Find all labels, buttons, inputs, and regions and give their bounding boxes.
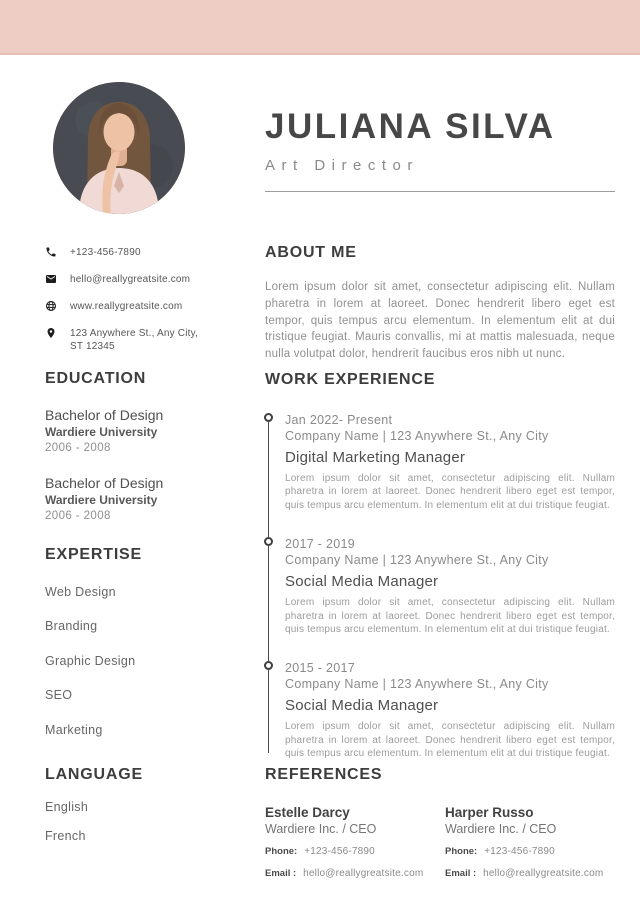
top-accent-band — [0, 0, 640, 55]
about-text: Lorem ipsum dolor sit amet, consectetur adipiscing elit. Nullam pharetra in lorem at laoreet. Donec hendrerit libero eget est tempor, quis tempus arcu elementum. In elementum elit at dui tristique feugiat. Mauris convallis, mi at mattis malesuada, neque nulla volutpat dolor, hendrerit faucibus eros nibh ut nunc. — [265, 281, 615, 361]
job-entry — [285, 660, 615, 760]
timeline-dot-icon — [264, 537, 273, 546]
person-name: JULIANA SILVA — [265, 107, 556, 146]
education-dates: 2006 - 2008 — [45, 442, 111, 454]
language-item: English — [45, 799, 89, 814]
about-heading: ABOUT ME — [265, 244, 357, 261]
location-icon — [45, 327, 57, 339]
job-company: Company Name | 123 Anywhere St., Any City — [285, 429, 549, 443]
phone-icon — [45, 246, 57, 258]
job-description: Lorem ipsum dolor sit amet, consectetur adipiscing elit. Nullam pharetra in lorem at laoreet. Donec hendrerit libero eget est tempor, quis tempus arcu elementum. In elementum elit at dui tristique feugiat. — [285, 597, 615, 636]
contact-item-address — [45, 327, 205, 353]
education-school: Wardiere University — [45, 425, 158, 439]
reference-name: Harper Russo — [445, 805, 534, 820]
education-school: Wardiere University — [45, 493, 158, 507]
education-section — [45, 370, 220, 524]
education-item — [45, 407, 220, 456]
education-degree: Bachelor of Design — [45, 407, 164, 423]
reference-role: Wardiere Inc. / CEO — [445, 822, 557, 836]
reference-email-label: Email : — [265, 868, 297, 879]
job-company: Company Name | 123 Anywhere St., Any City — [285, 553, 549, 568]
expertise-item: Marketing — [45, 722, 103, 737]
reference-phone-value: +123-456-7890 — [304, 846, 375, 857]
job-description: Lorem ipsum dolor sit amet, consectetur adipiscing elit. Nullam pharetra in lorem at laoreet. Donec hendrerit libero eget est tempor, quis tempus arcu elementum. In elementum elit at dui tristique feugiat. — [285, 473, 615, 511]
expertise-section — [45, 546, 220, 737]
education-dates: 2006 - 2008 — [45, 510, 111, 522]
header-divider — [265, 191, 615, 192]
globe-icon — [45, 300, 57, 312]
job-role: Social Media Manager — [285, 697, 439, 715]
references-row — [265, 804, 625, 882]
profile-photo-illustration — [53, 82, 185, 214]
job-dates: Jan 2022- Present — [285, 413, 393, 427]
reference-email-row — [265, 866, 445, 882]
language-item: French — [45, 829, 86, 843]
reference-email-value: hello@reallygreatsite.com — [303, 868, 424, 879]
job-role: Social Media Manager — [285, 573, 439, 591]
timeline-dot-icon — [264, 413, 273, 422]
email-icon — [45, 273, 57, 285]
reference-email-row — [445, 866, 625, 882]
contact-phone-text: +123-456-7890 — [70, 247, 141, 258]
reference-phone-value: +123-456-7890 — [484, 846, 555, 857]
contact-item-phone — [45, 246, 205, 259]
expertise-item: Branding — [45, 619, 98, 633]
references-section — [265, 766, 625, 882]
reference-email-label: Email : — [445, 868, 477, 879]
reference-email-value: hello@reallygreatsite.com — [483, 868, 604, 879]
job-entry — [285, 536, 615, 636]
reference-card — [265, 804, 445, 882]
work-experience-heading: WORK EXPERIENCE — [265, 371, 436, 388]
education-heading: EDUCATION — [45, 370, 147, 387]
reference-card — [445, 804, 625, 882]
expertise-item: Web Design — [45, 584, 116, 599]
job-entry — [285, 412, 615, 512]
reference-name: Estelle Darcy — [265, 805, 350, 820]
about-section — [265, 244, 615, 363]
contact-item-email — [45, 273, 205, 286]
reference-role: Wardiere Inc. / CEO — [265, 822, 377, 836]
person-job-title: Art Director — [265, 157, 419, 174]
timeline-line — [268, 419, 269, 753]
job-description: Lorem ipsum dolor sit amet, consectetur adipiscing elit. Nullam pharetra in lorem at laoreet. Donec hendrerit libero eget est tempor, quis tempus arcu elementum. In elementum elit at dui tristique feugiat. — [285, 721, 615, 760]
reference-phone-row — [265, 844, 445, 860]
profile-photo — [53, 82, 185, 214]
timeline-dot-icon — [264, 661, 273, 670]
language-heading: LANGUAGE — [45, 766, 143, 783]
job-dates: 2017 - 2019 — [285, 537, 356, 552]
education-item — [45, 475, 220, 524]
contact-section — [45, 246, 205, 367]
expertise-item: Graphic Design — [45, 653, 136, 668]
contact-item-website — [45, 300, 205, 313]
job-dates: 2015 - 2017 — [285, 661, 356, 676]
expertise-heading: EXPERTISE — [45, 546, 143, 563]
work-timeline — [265, 412, 615, 761]
education-degree: Bachelor of Design — [45, 475, 164, 491]
header-block — [265, 107, 615, 192]
reference-phone-label: Phone: — [445, 846, 478, 857]
contact-website-text: www.reallygreatsite.com — [70, 301, 183, 312]
expertise-item: SEO — [45, 688, 73, 702]
references-heading: REFERENCES — [265, 766, 383, 783]
reference-phone-label: Phone: — [265, 846, 298, 857]
reference-phone-row — [445, 844, 625, 860]
job-company: Company Name | 123 Anywhere St., Any City — [285, 677, 549, 692]
job-role: Digital Marketing Manager — [285, 449, 466, 466]
contact-email-text: hello@reallygreatsite.com — [70, 274, 191, 285]
contact-address-text: 123 Anywhere St., Any City, ST 12345 — [70, 328, 199, 352]
language-section — [45, 766, 220, 843]
work-experience-section — [265, 371, 615, 761]
